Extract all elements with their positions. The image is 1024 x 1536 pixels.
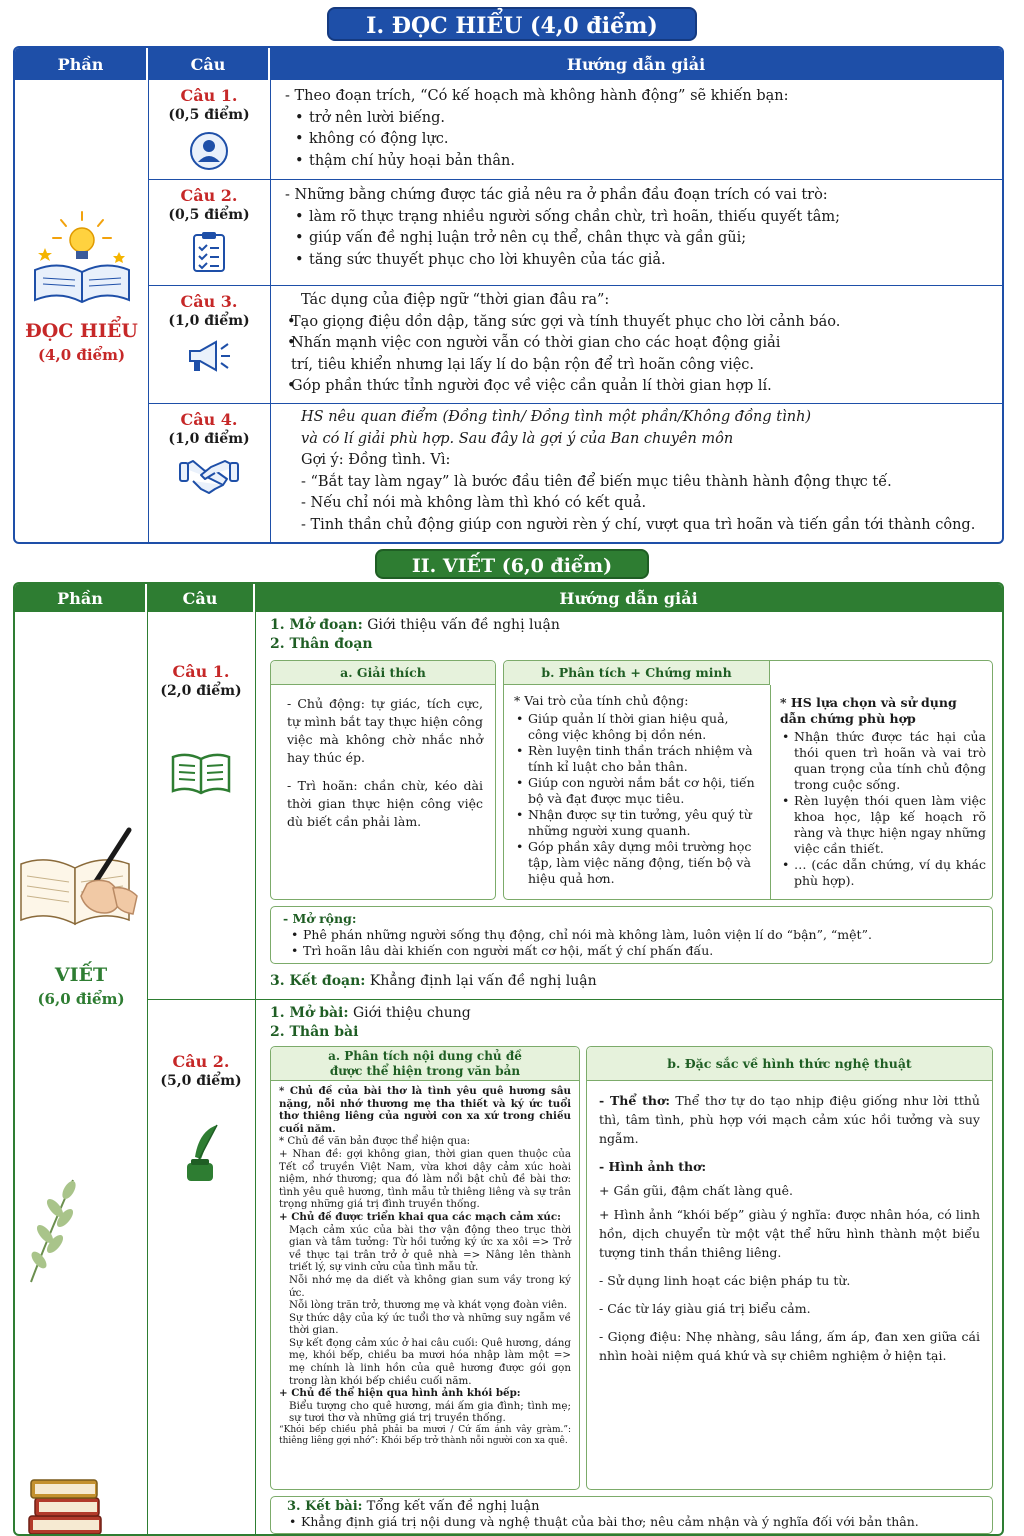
answer-intro: - Những bằng chứng được tác giả nêu ra ở phần đầu đoạn trích có vai trò: xyxy=(285,187,828,203)
quill-inkpot-icon xyxy=(179,1123,223,1185)
list-item: • Rèn luyện tinh thần trách nhiệm và tính kỉ luật cho bản thân. xyxy=(514,743,760,775)
list-item: • trở nên lười biếng. xyxy=(285,108,995,130)
list-item: • thậm chí hủy hoại bản thân. xyxy=(285,151,995,173)
box-noi-dung xyxy=(270,1046,580,1490)
section-label: - Mở rộng: xyxy=(283,911,357,926)
box-title: a. Phân tích nội dung chủ đề được thể hiện trong văn bản xyxy=(271,1047,579,1081)
paragraph: + Chủ đề được triển khai qua các mạch cảm xúc: xyxy=(279,1210,561,1223)
answer-3 xyxy=(291,290,1001,398)
paragraph: * Chủ đề văn bản được thể hiện qua: xyxy=(279,1135,471,1148)
list-item: • tăng sức thuyết phục cho lời khuyên của tác giả. xyxy=(285,250,1004,272)
paragraph: + Hình ảnh “khói bếp” giàu ý nghĩa: được nhân hóa, có linh hồn, dịch chuyển từ một vật thể hữu hình thành một biểu tượng tinh thần thiêng liêng. xyxy=(599,1207,980,1260)
list-item: • Góp phần xây dựng môi trường học tập, làm việc năng động, tiến bộ và hiệu quả hơn. xyxy=(514,839,760,887)
writing-table xyxy=(13,582,1004,1536)
open-book-icon xyxy=(171,751,231,797)
paragraph: - Chủ động: tự giác, tích cực, tự mình bắt tay thực hiện công việc mà không chờ nhắc nhở hay thúc ép. xyxy=(287,696,483,765)
box-body xyxy=(271,1081,579,1447)
question-label: Câu 2. xyxy=(180,186,238,205)
paragraph: - Giọng điệu: Nhẹ nhàng, sâu lắng, ấm áp, đan xen giữa cái nhìn hoài niệm quá khứ và sự chiêm nghiệm ở hiện tại. xyxy=(599,1329,980,1363)
answer-intro: Tác dụng của điệp ngữ “thời gian đâu ra”: xyxy=(301,292,610,308)
paragraph: Sự kết đọng cảm xúc ở hai câu cuối: Quê hương, dáng mẹ, khói bếp, chiều ba mươi hóa nhập làm một => mẹ chính là linh hồn của quê hương được gói gọn trong làn khói bếp chiều cuối năm. xyxy=(289,1336,571,1387)
answer-intro: - Theo đoạn trích, “Có kế hoạch mà không hành động” sẽ khiến bạn: xyxy=(285,88,789,104)
question-label: Câu 3. xyxy=(180,292,238,311)
paragraph: * HS lựa chọn và sử dụng dẫn chứng phù hợp xyxy=(780,695,957,726)
paragraph: + Nhan đề: gợi không gian, thời gian quen thuộc của Tết cổ truyền Việt Nam, vừa khơi dậy cảm xúc hoài niệm, nhớ thương; qua đó làm nổi bật chủ đề bài thơ: tình yêu quê hương, tình mẫu tử thiêng liêng và sự trân trọng những giá trị đình truyền thống. xyxy=(279,1147,571,1211)
table-header xyxy=(15,584,1002,612)
box-title: b. Đặc sắc về hình thức nghệ thuật xyxy=(587,1047,992,1081)
paragraph: * Chủ đề của bài thơ là tình yêu quê hương sâu nặng, nỗi nhớ thương mẹ tha thiết và ký ức tuổi thơ thiêng liêng của người con xa xứ trong chiều cuối năm. xyxy=(279,1085,571,1135)
paragraph: - Hình ảnh thơ: xyxy=(599,1159,707,1174)
section-text: Giới thiệu chung xyxy=(353,1005,471,1021)
header-cau: Câu xyxy=(148,48,270,80)
book-stack-icon xyxy=(25,1472,105,1536)
paragraph: Biểu tượng cho quê hương, mái ấm gia đình; tình mẹ; sự tươi thơ và những giá trị truyền thống. xyxy=(289,1399,571,1425)
section-text: Giới thiệu vấn đề nghị luận xyxy=(367,617,560,633)
section-text: Khẳng định lại vấn đề nghị luận xyxy=(369,973,597,989)
list-item: - “Bắt tay làm ngay” là bước đầu tiên để biến mục tiêu thành hành động thực tế. xyxy=(301,473,892,490)
paragraph: Sự thức dậy của ký ức tuổi thơ và những suy ngẫm về thời gian. xyxy=(289,1311,571,1337)
question-points: (1,0 điểm) xyxy=(168,313,250,329)
hand-writing-icon xyxy=(17,824,145,934)
paragraph: + Gần gũi, đậm chất làng quê. xyxy=(599,1183,794,1198)
box-body xyxy=(587,1081,992,1365)
section-label: 1. Mở bài: xyxy=(270,1005,349,1021)
answer-note: và có lí giải phù hợp. Sau đây là gợi ý của Ban chuyên môn xyxy=(301,430,734,447)
leaf-branch-icon xyxy=(23,1174,83,1284)
question-3 xyxy=(148,292,270,375)
question-1 xyxy=(148,86,270,171)
section-label: 2. Thân đoạn xyxy=(270,636,373,652)
list-item: • Trì hoãn lâu dài khiến con người mất cơ hội, mất ý chí phấn đấu. xyxy=(289,943,980,959)
question-label: Câu 4. xyxy=(180,410,238,429)
phan-name: ĐỌC HIỂU xyxy=(25,320,138,342)
question-4 xyxy=(148,410,270,499)
list-item: • Rèn luyện thói quen làm việc khoa học, lập kế hoạch rõ ràng và thực hiện ngay những việc cần thiết. xyxy=(780,793,986,857)
paragraph: + Chủ đề thể hiện qua hình ảnh khói bếp: xyxy=(279,1387,521,1400)
question-label: Câu 1. xyxy=(180,86,238,105)
question-2 xyxy=(148,186,270,273)
header-phan: Phần xyxy=(15,48,148,80)
clipboard-icon xyxy=(191,231,227,273)
q2-intro xyxy=(270,1004,471,1042)
answer-2 xyxy=(285,185,1004,271)
paragraph: - Các từ láy giàu giá trị biểu cảm. xyxy=(599,1301,811,1316)
section-label: 1. Mở đoạn: xyxy=(270,617,363,633)
reading-table xyxy=(13,46,1004,544)
section-1-title: I. ĐỌC HIỂU (4,0 điểm) xyxy=(327,7,697,41)
text: Thể thơ tự do tạo nhịp điệu giống như lời tthủ thì, tâm tình, phù hợp với mạch cảm xúc hồi tưởng và suy ngẫm. xyxy=(599,1093,980,1146)
question-points: (0,5 điểm) xyxy=(168,107,250,123)
list-item: • Nhấn mạnh việc con người vẫn có thời gian cho các hoạt động giải trí, tiêu khiển nhưng lại lấy lí do bận rộn để trì hoãn công việc. xyxy=(277,333,797,376)
box-mo-rong xyxy=(270,906,993,964)
section-label: 2. Thân bài xyxy=(270,1024,359,1040)
phan-points: (6,0 điểm) xyxy=(37,990,125,1008)
header-cau: Câu xyxy=(147,584,255,612)
paragraph: Nỗi nhớ mẹ da diết và không gian sum vầy trong ký ức. xyxy=(289,1273,571,1299)
box-giai-thich xyxy=(270,660,496,900)
q1-ket-doan xyxy=(270,973,597,989)
header-huong-dan: Hướng dẫn giải xyxy=(566,54,706,74)
paragraph: “Khói bếp chiều phả phải ba mươi / Cứ ấm ánh vây gràm.”: thiêng liêng gợi nhớ”: Khói bếp trở thành nỗi người con xa quê. xyxy=(279,1425,571,1447)
list-item: • Góp phần thức tỉnh người đọc về việc cần quản lí thời gian hợp lí. xyxy=(277,376,1001,398)
answer-note: HS nêu quan điểm (Đồng tình/ Đồng tình một phần/Không đồng tình) xyxy=(301,409,812,425)
answer-1 xyxy=(285,86,995,172)
box-nghe-thuat xyxy=(586,1046,993,1490)
box-ket-bai xyxy=(270,1496,993,1534)
answer-4 xyxy=(301,407,1001,536)
user-icon xyxy=(189,131,229,171)
box-body xyxy=(271,685,495,831)
paragraph: Nỗi lòng trăn trở, thương mẹ và khát vọng đoàn viên. xyxy=(289,1299,568,1312)
question-points: (5,0 điểm) xyxy=(160,1073,242,1089)
q1-intro xyxy=(270,616,560,654)
section-label: 3. Kết đoạn: xyxy=(270,973,366,989)
list-item: • không có động lực. xyxy=(285,129,995,151)
label: - Thể thơ: xyxy=(599,1093,670,1108)
section-label: 3. Kết bài: xyxy=(287,1499,363,1514)
list-item: • Phê phán những người sống thụ động, chỉ nói mà không làm, luôn viện lí do “bận”, “mệt”. xyxy=(289,927,980,943)
box-evidence xyxy=(780,695,986,889)
table-header xyxy=(15,48,1002,80)
list-item: • … (các dẫn chứng, ví dụ khác phù hợp). xyxy=(780,857,986,889)
question-label: Câu 2. xyxy=(172,1052,230,1071)
list-item: • làm rõ thực trạng nhiều người sống chần chừ, trì hoãn, thiếu quyết tâm; xyxy=(285,207,1004,229)
list-item: • Giúp quản lí thời gian hiệu quả, công việc không bị dồn nén. xyxy=(514,711,760,743)
phan-doc-hieu xyxy=(15,320,148,364)
section-text: Tổng kết vấn đề nghị luận xyxy=(366,1499,540,1514)
box-title: a. Giải thích xyxy=(271,661,495,685)
answer-hint: Gợi ý: Đồng tình. Vì: xyxy=(301,452,451,468)
question-1 xyxy=(147,662,255,797)
paragraph: - Trì hoãn: chần chừ, kéo dài thời gian thực hiện công việc dù biết cần phải làm. xyxy=(287,778,483,829)
paragraph: Mạch cảm xúc của bài thơ vận động theo trục thời gian và tâm tưởng: Từ hồi tưởng ký ức xa xôi => Trở về thực tại trân trở ở quê nhà => Nâng lên thành triết lý, sự vinh cửu của tình mẫu tử. xyxy=(289,1223,571,1274)
list-item: - Nếu chỉ nói mà không làm thì khó có kết quả. xyxy=(301,495,647,511)
question-points: (1,0 điểm) xyxy=(168,431,250,447)
megaphone-icon xyxy=(184,339,234,375)
list-item: • Nhận thức được tác hại của thói quen trì hoãn và vai trò quan trọng của tính chủ động trong cuộc sống. xyxy=(780,729,986,793)
list-item: - Tinh thần chủ động giúp con người rèn ý chí, vượt qua trì hoãn và tiến gần tới thành công. xyxy=(301,516,976,533)
header-phan: Phần xyxy=(15,584,147,612)
phan-points: (4,0 điểm) xyxy=(37,346,126,364)
paragraph: - Sử dụng linh hoạt các biện pháp tu từ. xyxy=(599,1273,851,1288)
header-huong-dan: Hướng dẫn giải xyxy=(559,588,698,608)
box-phan-tich xyxy=(503,660,993,900)
paragraph: * Vai trò của tính chủ động: xyxy=(514,693,689,708)
phan-viet xyxy=(15,964,147,1008)
list-item: • Giúp con người nắm bắt cơ hội, tiến bộ và đạt được mục tiêu. xyxy=(514,775,760,807)
question-2 xyxy=(147,1052,255,1185)
question-points: (0,5 điểm) xyxy=(168,207,250,223)
list-item: • Nhận được sự tin tưởng, yêu quý từ những người xung quanh. xyxy=(514,807,760,839)
list-item: • Tạo giọng điệu dồn dập, tăng sức gợi và tính thuyết phục cho lời cảnh báo. xyxy=(277,312,1001,334)
lightbulb-book-icon xyxy=(23,208,141,308)
list-item: • giúp vấn đề nghị luận trở nên cụ thể, chân thực và gần gũi; xyxy=(285,228,1004,250)
handshake-icon xyxy=(179,455,239,499)
question-label: Câu 1. xyxy=(172,662,230,681)
box-title: b. Phân tích + Chứng minh xyxy=(504,661,770,685)
section-2-title: II. VIẾT (6,0 điểm) xyxy=(375,549,649,579)
box-body xyxy=(514,693,760,887)
phan-name: VIẾT xyxy=(54,964,108,986)
question-points: (2,0 điểm) xyxy=(160,683,242,699)
list-item: • Khẳng định giá trị nội dung và nghệ thuật của bài thơ; nêu cảm nhận và ý nghĩa đối với bản thân. xyxy=(287,1514,976,1530)
